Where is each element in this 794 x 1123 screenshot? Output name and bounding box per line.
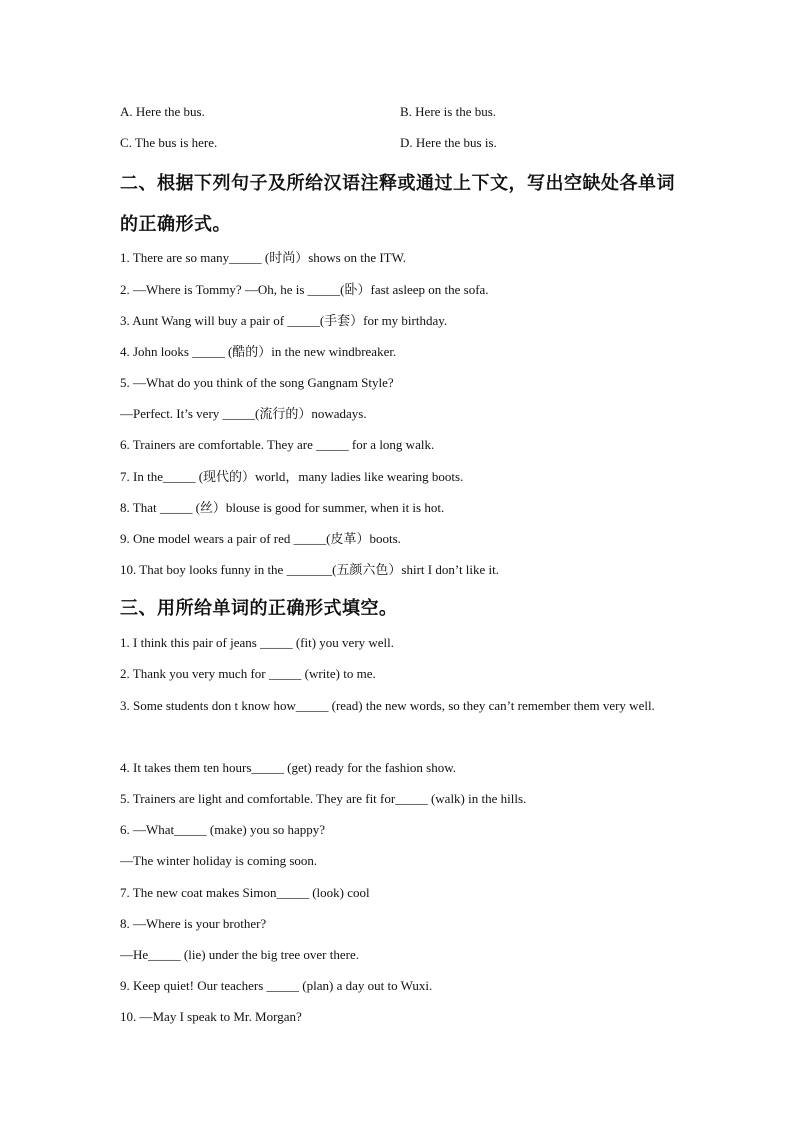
section3-item: 3. Some students don t know how_____ (read) the new words, so they can’t remember them very well.: [120, 698, 655, 713]
option-b: B. Here is the bus.: [400, 104, 497, 119]
section3-item: 5. Trainers are light and comfortable. They are fit for_____ (walk) in the hills.: [120, 791, 527, 806]
section2-item: 3. Aunt Wang will buy a pair of _____(手套）for my birthday.: [120, 313, 448, 328]
section3-item: —He_____ (lie) under the big tree over there.: [120, 947, 359, 962]
section3-item: —The winter holiday is coming soon.: [120, 853, 318, 868]
section2-item: 7. In the_____ (现代的）world，many ladies like wearing boots.: [120, 469, 464, 484]
options-row: [120, 102, 680, 133]
section3-item: 6. —What_____ (make) you so happy?: [120, 822, 326, 837]
section2-item: —Perfect. It’s very _____(流行的）nowadays.: [120, 406, 367, 421]
section2-item: 5. —What do you think of the song Gangnam Style?: [120, 375, 394, 390]
section2-item: 1. There are so many_____ (时尚）shows on the ITW.: [120, 250, 406, 265]
section3-item: 2. Thank you very much for _____ (write) to me.: [120, 666, 376, 681]
section2-item: 8. That _____ (丝）blouse is good for summer, when it is hot.: [120, 500, 445, 515]
section3-heading: 三、用所给单词的正确形式填空。: [120, 598, 398, 619]
section2-heading-line2: 的正确形式。: [120, 214, 231, 235]
section3-item: 4. It takes them ten hours_____ (get) ready for the fashion show.: [120, 760, 456, 775]
options-row: [120, 133, 680, 164]
section2-item: 4. John looks _____ (酷的）in the new windbreaker.: [120, 344, 397, 359]
section3-item: 8. —Where is your brother?: [120, 916, 267, 931]
section2-heading-line1: 二、根据下列句子及所给汉语注释或通过上下文，写出空缺处各单词: [120, 173, 675, 194]
option-c: C. The bus is here.: [120, 135, 218, 150]
section2-item: 10. That boy looks funny in the _______(五颜六色）shirt I don’t like it.: [120, 562, 500, 577]
section3-item: 1. I think this pair of jeans _____ (fit) you very well.: [120, 635, 395, 650]
section3-item: 9. Keep quiet! Our teachers _____ (plan) a day out to Wuxi.: [120, 978, 433, 993]
answer-options: [120, 102, 680, 164]
section3-item: 7. The new coat makes Simon_____ (look) cool: [120, 885, 370, 900]
option-a: A. Here the bus.: [120, 104, 205, 119]
section2-item: 2. —Where is Tommy? —Oh, he is _____(卧）fast asleep on the sofa.: [120, 282, 489, 297]
section2-item: 6. Trainers are comfortable. They are _____ for a long walk.: [120, 437, 435, 452]
section2-item: 9. One model wears a pair of red _____(皮革）boots.: [120, 531, 401, 546]
option-d: D. Here the bus is.: [400, 135, 497, 150]
section3-item: 10. —May I speak to Mr. Morgan?: [120, 1009, 302, 1024]
